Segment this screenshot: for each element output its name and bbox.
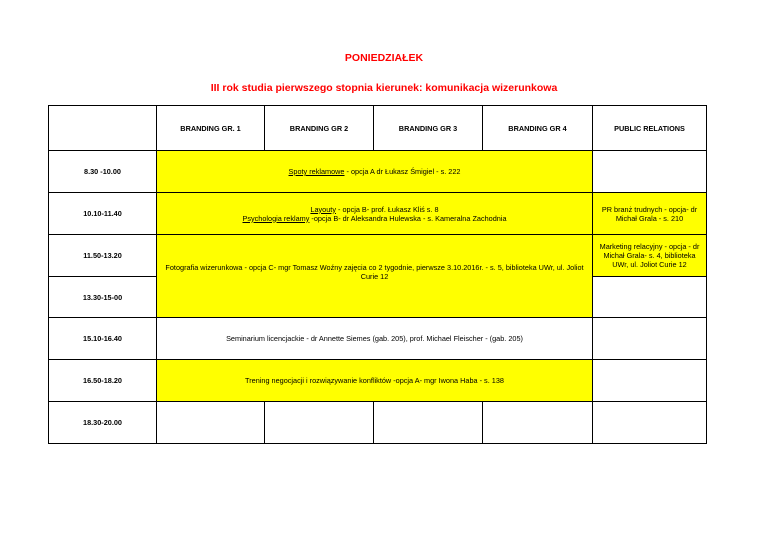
- day-title: PONIEDZIAŁEK: [344, 52, 424, 64]
- table-row: [49, 235, 707, 277]
- empty-cell: [157, 402, 265, 444]
- column-header: BRANDING GR 2: [265, 106, 374, 151]
- table-row: [49, 360, 707, 402]
- empty-cell: [593, 151, 707, 193]
- column-header: BRANDING GR 4: [483, 106, 593, 151]
- class-cell: [157, 193, 593, 235]
- course-detail: Marketing relacyjny - opcja - dr Michał Grala- s. 4, biblioteka UWr, ul. Joliot Curie 12: [599, 242, 700, 269]
- class-cell: [157, 318, 593, 360]
- corner-cell: [49, 106, 157, 151]
- empty-cell: [374, 402, 483, 444]
- class-cell: [157, 151, 593, 193]
- course-detail: - opcja A dr Łukasz Śmigiel - s. 222: [344, 167, 461, 176]
- empty-cell: [593, 318, 707, 360]
- class-cell: [593, 193, 707, 235]
- class-cell: [157, 235, 593, 318]
- empty-cell: [483, 402, 593, 444]
- class-cell: [157, 360, 593, 402]
- course-detail: Seminarium licencjackie - dr Annette Siemes (gab. 205), prof. Michael Fleischer - (gab. 205): [226, 334, 523, 343]
- course-link[interactable]: Psychologia reklamy: [242, 213, 310, 223]
- empty-cell: [593, 360, 707, 402]
- time-slot: 16.50-18.20: [49, 360, 157, 402]
- time-slot: 15.10-16.40: [49, 318, 157, 360]
- class-cell: [593, 235, 707, 277]
- column-header: BRANDING GR. 1: [157, 106, 265, 151]
- time-slot: 13.30-15-00: [49, 277, 157, 318]
- course-link[interactable]: Layouty: [310, 204, 336, 214]
- column-header: BRANDING GR 3: [374, 106, 483, 151]
- header-row: [49, 106, 707, 151]
- time-slot: 8.30 -10.00: [49, 151, 157, 193]
- course-link[interactable]: Spoty reklamowe: [288, 167, 345, 176]
- time-slot: 10.10-11.40: [49, 193, 157, 235]
- empty-cell: [593, 277, 707, 318]
- column-header: PUBLIC RELATIONS: [593, 106, 707, 151]
- empty-cell: [593, 402, 707, 444]
- time-slot: 11.50-13.20: [49, 235, 157, 277]
- course-detail: Trening negocjacji i rozwiązywanie konfliktów -opcja A- mgr Iwona Haba - s. 138: [245, 376, 504, 385]
- table-row: [49, 402, 707, 444]
- table-row: [49, 151, 707, 193]
- time-slot: 18.30-20.00: [49, 402, 157, 444]
- schedule-subtitle: III rok studia pierwszego stopnia kierunek: komunikacja wizerunkowa: [210, 82, 558, 94]
- empty-cell: [265, 402, 374, 444]
- schedule-table: [48, 105, 707, 444]
- course-detail: -opcja B- dr Aleksandra Hulewska - s. Kameralna Zachodnia: [309, 213, 507, 223]
- course-detail: PR branż trudnych - opcja- dr Michał Grala - s. 210: [601, 204, 698, 223]
- table-row: [49, 193, 707, 235]
- course-detail: - opcja B- prof. Łukasz Kliś s. 8: [335, 204, 439, 214]
- table-row: [49, 318, 707, 360]
- course-detail: Fotografia wizerunkowa - opcja C- mgr Tomasz Woźny zajęcia co 2 tygodnie, pierwsze 3.10.2016r. - s. 5, biblioteka UWr, ul. Joliot Curie 12: [165, 263, 584, 281]
